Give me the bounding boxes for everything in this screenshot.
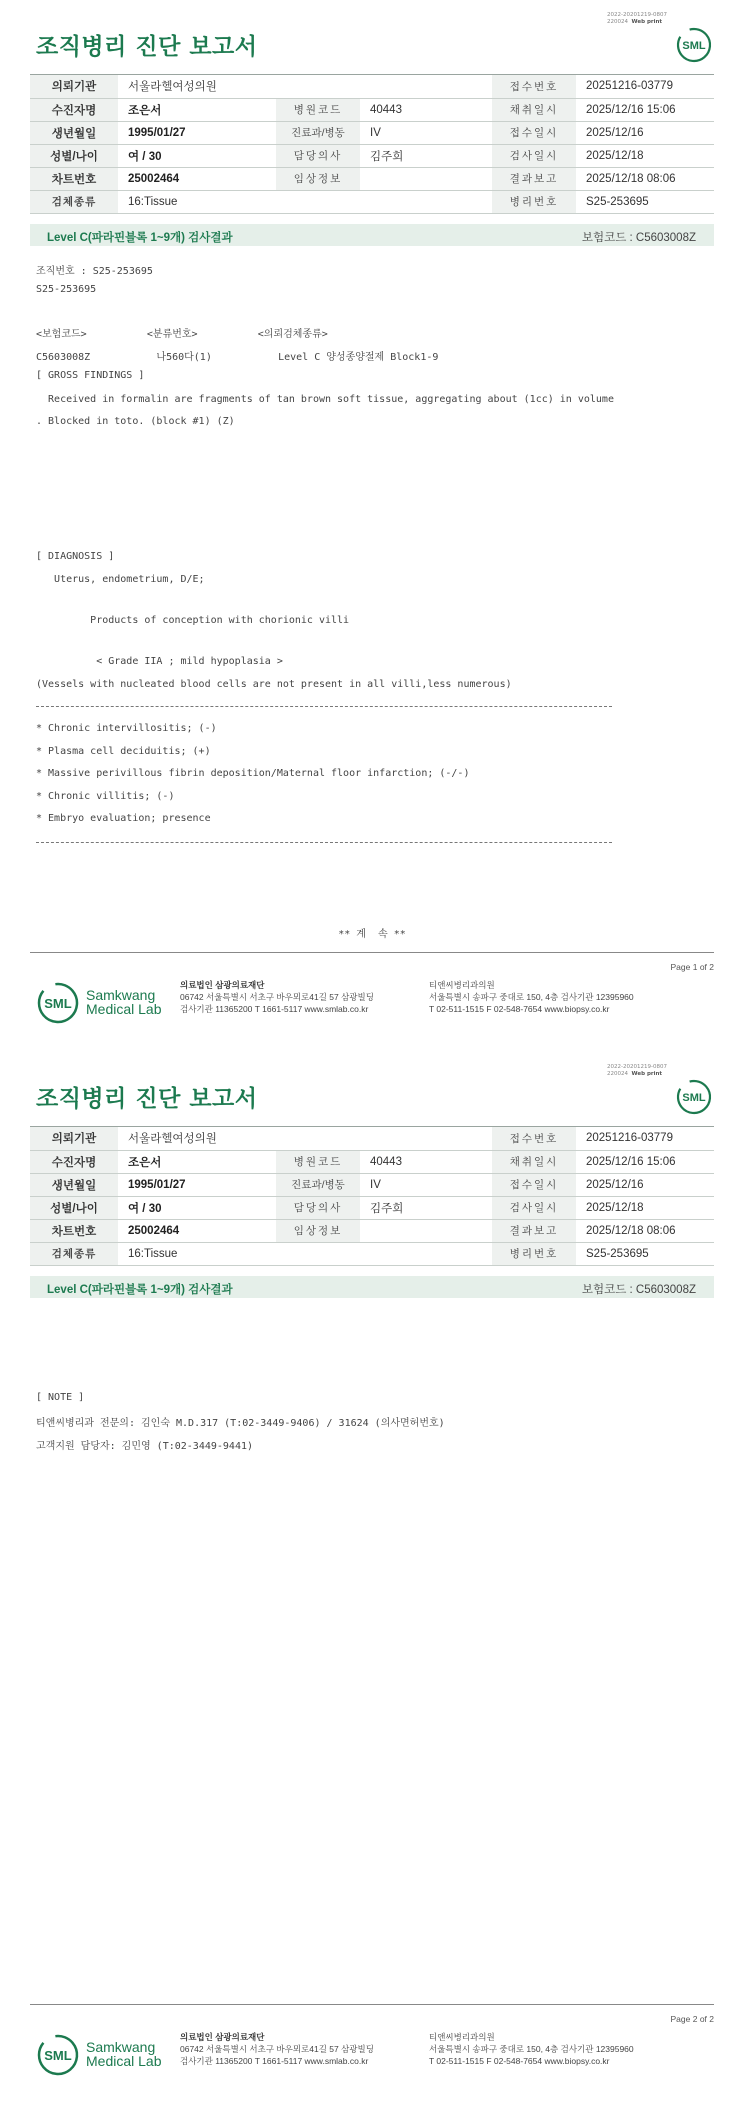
label-chart-no: 차트번호 bbox=[30, 1219, 118, 1242]
empty-cell bbox=[276, 1242, 492, 1265]
label-collected-at: 채취일시 bbox=[492, 1150, 576, 1173]
info-row bbox=[30, 98, 714, 121]
page-number: Page 1 of 2 bbox=[670, 962, 714, 972]
report-title: 조직병리 진단 보고서 bbox=[36, 1086, 258, 1112]
sml-footer-logo-icon bbox=[36, 981, 80, 1025]
lab-name: Samkwang Medical Lab bbox=[86, 987, 162, 1017]
gross-findings-header: [ GROSS FINDINGS ] bbox=[36, 370, 145, 381]
info-row bbox=[30, 144, 714, 167]
print-stamp: 2022-20201219-0807 220024 Web print bbox=[607, 12, 667, 25]
diagnosis-line: Products of conception with chorionic villi bbox=[36, 615, 350, 626]
value-sex-age: 여 / 30 bbox=[118, 144, 276, 167]
finding-bullet: * Embryo evaluation; presence bbox=[36, 813, 211, 824]
gross-findings-line: . Blocked in toto. (block #1) (Z) bbox=[36, 416, 235, 427]
label-birth-date: 생년월일 bbox=[30, 1173, 118, 1196]
result-title: Level C(파라핀블록 1~9개) 검사결과 bbox=[47, 1284, 233, 1296]
value-tested-date: 2025/12/18 bbox=[576, 144, 714, 167]
sml-logo-icon bbox=[676, 1079, 712, 1115]
label-hospital-code: 병원코드 bbox=[276, 98, 360, 121]
label-department: 진료과/병동 bbox=[276, 121, 360, 144]
finding-bullet: * Plasma cell deciduitis; (+) bbox=[36, 746, 211, 757]
report-page-2 bbox=[0, 1052, 744, 2104]
value-pathology-no: S25-253695 bbox=[576, 1242, 714, 1265]
result-section-bar bbox=[30, 1276, 714, 1298]
page-number: Page 2 of 2 bbox=[670, 2014, 714, 2024]
value-doctor: 김주희 bbox=[360, 144, 492, 167]
value-reported-at: 2025/12/18 08:06 bbox=[576, 167, 714, 190]
insurance-code: 보험코드 : C5603008Z bbox=[581, 232, 696, 244]
info-row bbox=[30, 1150, 714, 1173]
diagnosis-note: (Vessels with nucleated blood cells are not present in all villi,less numerous) bbox=[36, 679, 512, 690]
value-institution: 서울라헬여성의원 bbox=[118, 1127, 492, 1150]
patient-info-table bbox=[30, 1127, 714, 1266]
footer-address-sml: 의료법인 삼광의료재단 06742 서울특별시 서초구 바우뫼로41길 57 삼광빌딩 검사기관 11365200 T 1661-5117 www.smlab.co.kr bbox=[180, 980, 374, 1014]
svg-text:SML: SML bbox=[682, 1092, 706, 1104]
value-pathology-no: S25-253695 bbox=[576, 190, 714, 213]
finding-bullet: * Massive perivillous fibrin deposition/Maternal floor infarction; (-/-) bbox=[36, 768, 470, 779]
insurance-code: 보험코드 : C5603008Z bbox=[581, 1284, 696, 1296]
value-department: IV bbox=[360, 1173, 492, 1196]
label-doctor: 담당의사 bbox=[276, 144, 360, 167]
label-tested-date: 검사일시 bbox=[492, 1196, 576, 1219]
value-received-date: 2025/12/16 bbox=[576, 121, 714, 144]
label-birth-date: 생년월일 bbox=[30, 121, 118, 144]
result-title: Level C(파라핀블록 1~9개) 검사결과 bbox=[47, 232, 233, 244]
info-row bbox=[30, 1196, 714, 1219]
value-collected-at: 2025/12/16 15:06 bbox=[576, 98, 714, 121]
report-title: 조직병리 진단 보고서 bbox=[36, 34, 258, 60]
label-hospital-code: 병원코드 bbox=[276, 1150, 360, 1173]
label-chart-no: 차트번호 bbox=[30, 167, 118, 190]
label-specimen-type: 검체종류 bbox=[30, 190, 118, 213]
info-row bbox=[30, 1127, 714, 1150]
label-received-date: 접수일시 bbox=[492, 1173, 576, 1196]
value-reported-at: 2025/12/18 08:06 bbox=[576, 1219, 714, 1242]
lab-name: Samkwang Medical Lab bbox=[86, 2039, 162, 2069]
info-row bbox=[30, 121, 714, 144]
finding-bullet: * Chronic intervillositis; (-) bbox=[36, 723, 217, 734]
value-clinical-info bbox=[360, 1219, 492, 1242]
value-sex-age: 여 / 30 bbox=[118, 1196, 276, 1219]
gross-findings-line: Received in formalin are fragments of tan brown soft tissue, aggregating about (1cc) in volume bbox=[36, 394, 614, 405]
info-row bbox=[30, 167, 714, 190]
value-birth-date: 1995/01/27 bbox=[118, 121, 276, 144]
label-clinical-info: 임상정보 bbox=[276, 167, 360, 190]
sml-logo-icon bbox=[676, 27, 712, 63]
diagnosis-header: [ DIAGNOSIS ] bbox=[36, 551, 115, 562]
print-stamp: 2022-20201219-0807 220024 Web print bbox=[607, 1064, 667, 1077]
footer-address-tnc: 티앤씨병리과의원 서울특별시 송파구 중대로 150, 4층 검사기관 12395960 T 02-511-1515 F 02-548-7654 www.biopsy.co.kr bbox=[429, 2032, 634, 2066]
value-receipt-no: 20251216-03779 bbox=[576, 1127, 714, 1150]
note-line: 티앤씨병리과 전문의: 김인숙 M.D.317 (T:02-3449-9406) / 31624 (의사면허번호) bbox=[36, 1418, 445, 1429]
label-specimen-type: 검체종류 bbox=[30, 1242, 118, 1265]
result-section-bar bbox=[30, 224, 714, 246]
info-row bbox=[30, 75, 714, 98]
info-row bbox=[30, 1173, 714, 1196]
value-birth-date: 1995/01/27 bbox=[118, 1173, 276, 1196]
label-institution: 의뢰기관 bbox=[30, 75, 118, 98]
tissue-number-2: S25-253695 bbox=[36, 284, 97, 295]
continued-marker: ** 계 속 ** bbox=[338, 929, 406, 940]
empty-cell bbox=[276, 190, 492, 213]
dashed-divider bbox=[36, 842, 612, 843]
value-tested-date: 2025/12/18 bbox=[576, 1196, 714, 1219]
patient-info-table bbox=[30, 75, 714, 214]
label-patient-name: 수진자명 bbox=[30, 1150, 118, 1173]
info-row bbox=[30, 1219, 714, 1242]
footer-divider bbox=[30, 2004, 714, 2005]
value-collected-at: 2025/12/16 15:06 bbox=[576, 1150, 714, 1173]
label-reported-at: 결과보고 bbox=[492, 1219, 576, 1242]
value-doctor: 김주희 bbox=[360, 1196, 492, 1219]
value-clinical-info bbox=[360, 167, 492, 190]
label-sex-age: 성별/나이 bbox=[30, 1196, 118, 1219]
finding-bullet: * Chronic villitis; (-) bbox=[36, 791, 175, 802]
code-column-headers: <보험코드> <분류번호> <의뢰검체종류> bbox=[36, 329, 328, 340]
value-specimen-type: 16:Tissue bbox=[118, 190, 276, 213]
label-pathology-no: 병리번호 bbox=[492, 1242, 576, 1265]
label-clinical-info: 임상정보 bbox=[276, 1219, 360, 1242]
svg-text:SML: SML bbox=[44, 996, 72, 1011]
label-receipt-no: 접수번호 bbox=[492, 75, 576, 98]
diagnosis-line: Uterus, endometrium, D/E; bbox=[36, 574, 205, 585]
footer-address-tnc: 티앤씨병리과의원 서울특별시 송파구 중대로 150, 4층 검사기관 12395960 T 02-511-1515 F 02-548-7654 www.biopsy.co.kr bbox=[429, 980, 634, 1014]
label-receipt-no: 접수번호 bbox=[492, 1127, 576, 1150]
value-chart-no: 25002464 bbox=[118, 167, 276, 190]
note-line: 고객지원 담당자: 김민영 (T:02-3449-9441) bbox=[36, 1441, 254, 1452]
label-received-date: 접수일시 bbox=[492, 121, 576, 144]
label-department: 진료과/병동 bbox=[276, 1173, 360, 1196]
label-collected-at: 채취일시 bbox=[492, 98, 576, 121]
dashed-divider bbox=[36, 706, 612, 707]
value-hospital-code: 40443 bbox=[360, 1150, 492, 1173]
sml-footer-logo-icon bbox=[36, 2033, 80, 2077]
label-institution: 의뢰기관 bbox=[30, 1127, 118, 1150]
value-chart-no: 25002464 bbox=[118, 1219, 276, 1242]
code-column-values: C5603008Z 나560다(1) Level C 양성종양절제 Block1-9 bbox=[36, 352, 439, 363]
label-doctor: 담당의사 bbox=[276, 1196, 360, 1219]
svg-text:SML: SML bbox=[44, 2048, 72, 2063]
value-institution: 서울라헬여성의원 bbox=[118, 75, 492, 98]
label-tested-date: 검사일시 bbox=[492, 144, 576, 167]
value-hospital-code: 40443 bbox=[360, 98, 492, 121]
label-patient-name: 수진자명 bbox=[30, 98, 118, 121]
label-reported-at: 결과보고 bbox=[492, 167, 576, 190]
value-receipt-no: 20251216-03779 bbox=[576, 75, 714, 98]
label-sex-age: 성별/나이 bbox=[30, 144, 118, 167]
note-header: [ NOTE ] bbox=[36, 1392, 85, 1403]
label-pathology-no: 병리번호 bbox=[492, 190, 576, 213]
value-department: IV bbox=[360, 121, 492, 144]
value-patient-name: 조은서 bbox=[118, 1150, 276, 1173]
svg-text:SML: SML bbox=[682, 40, 706, 52]
value-patient-name: 조은서 bbox=[118, 98, 276, 121]
tissue-number: 조직번호 : S25-253695 bbox=[36, 266, 153, 277]
info-row bbox=[30, 1242, 714, 1265]
footer-address-sml: 의료법인 삼광의료재단 06742 서울특별시 서초구 바우뫼로41길 57 삼광빌딩 검사기관 11365200 T 1661-5117 www.smlab.co.kr bbox=[180, 2032, 374, 2066]
value-received-date: 2025/12/16 bbox=[576, 1173, 714, 1196]
footer-divider bbox=[30, 952, 714, 953]
diagnosis-grade: < Grade IIA ; mild hypoplasia > bbox=[36, 656, 283, 667]
value-specimen-type: 16:Tissue bbox=[118, 1242, 276, 1265]
info-row bbox=[30, 190, 714, 213]
